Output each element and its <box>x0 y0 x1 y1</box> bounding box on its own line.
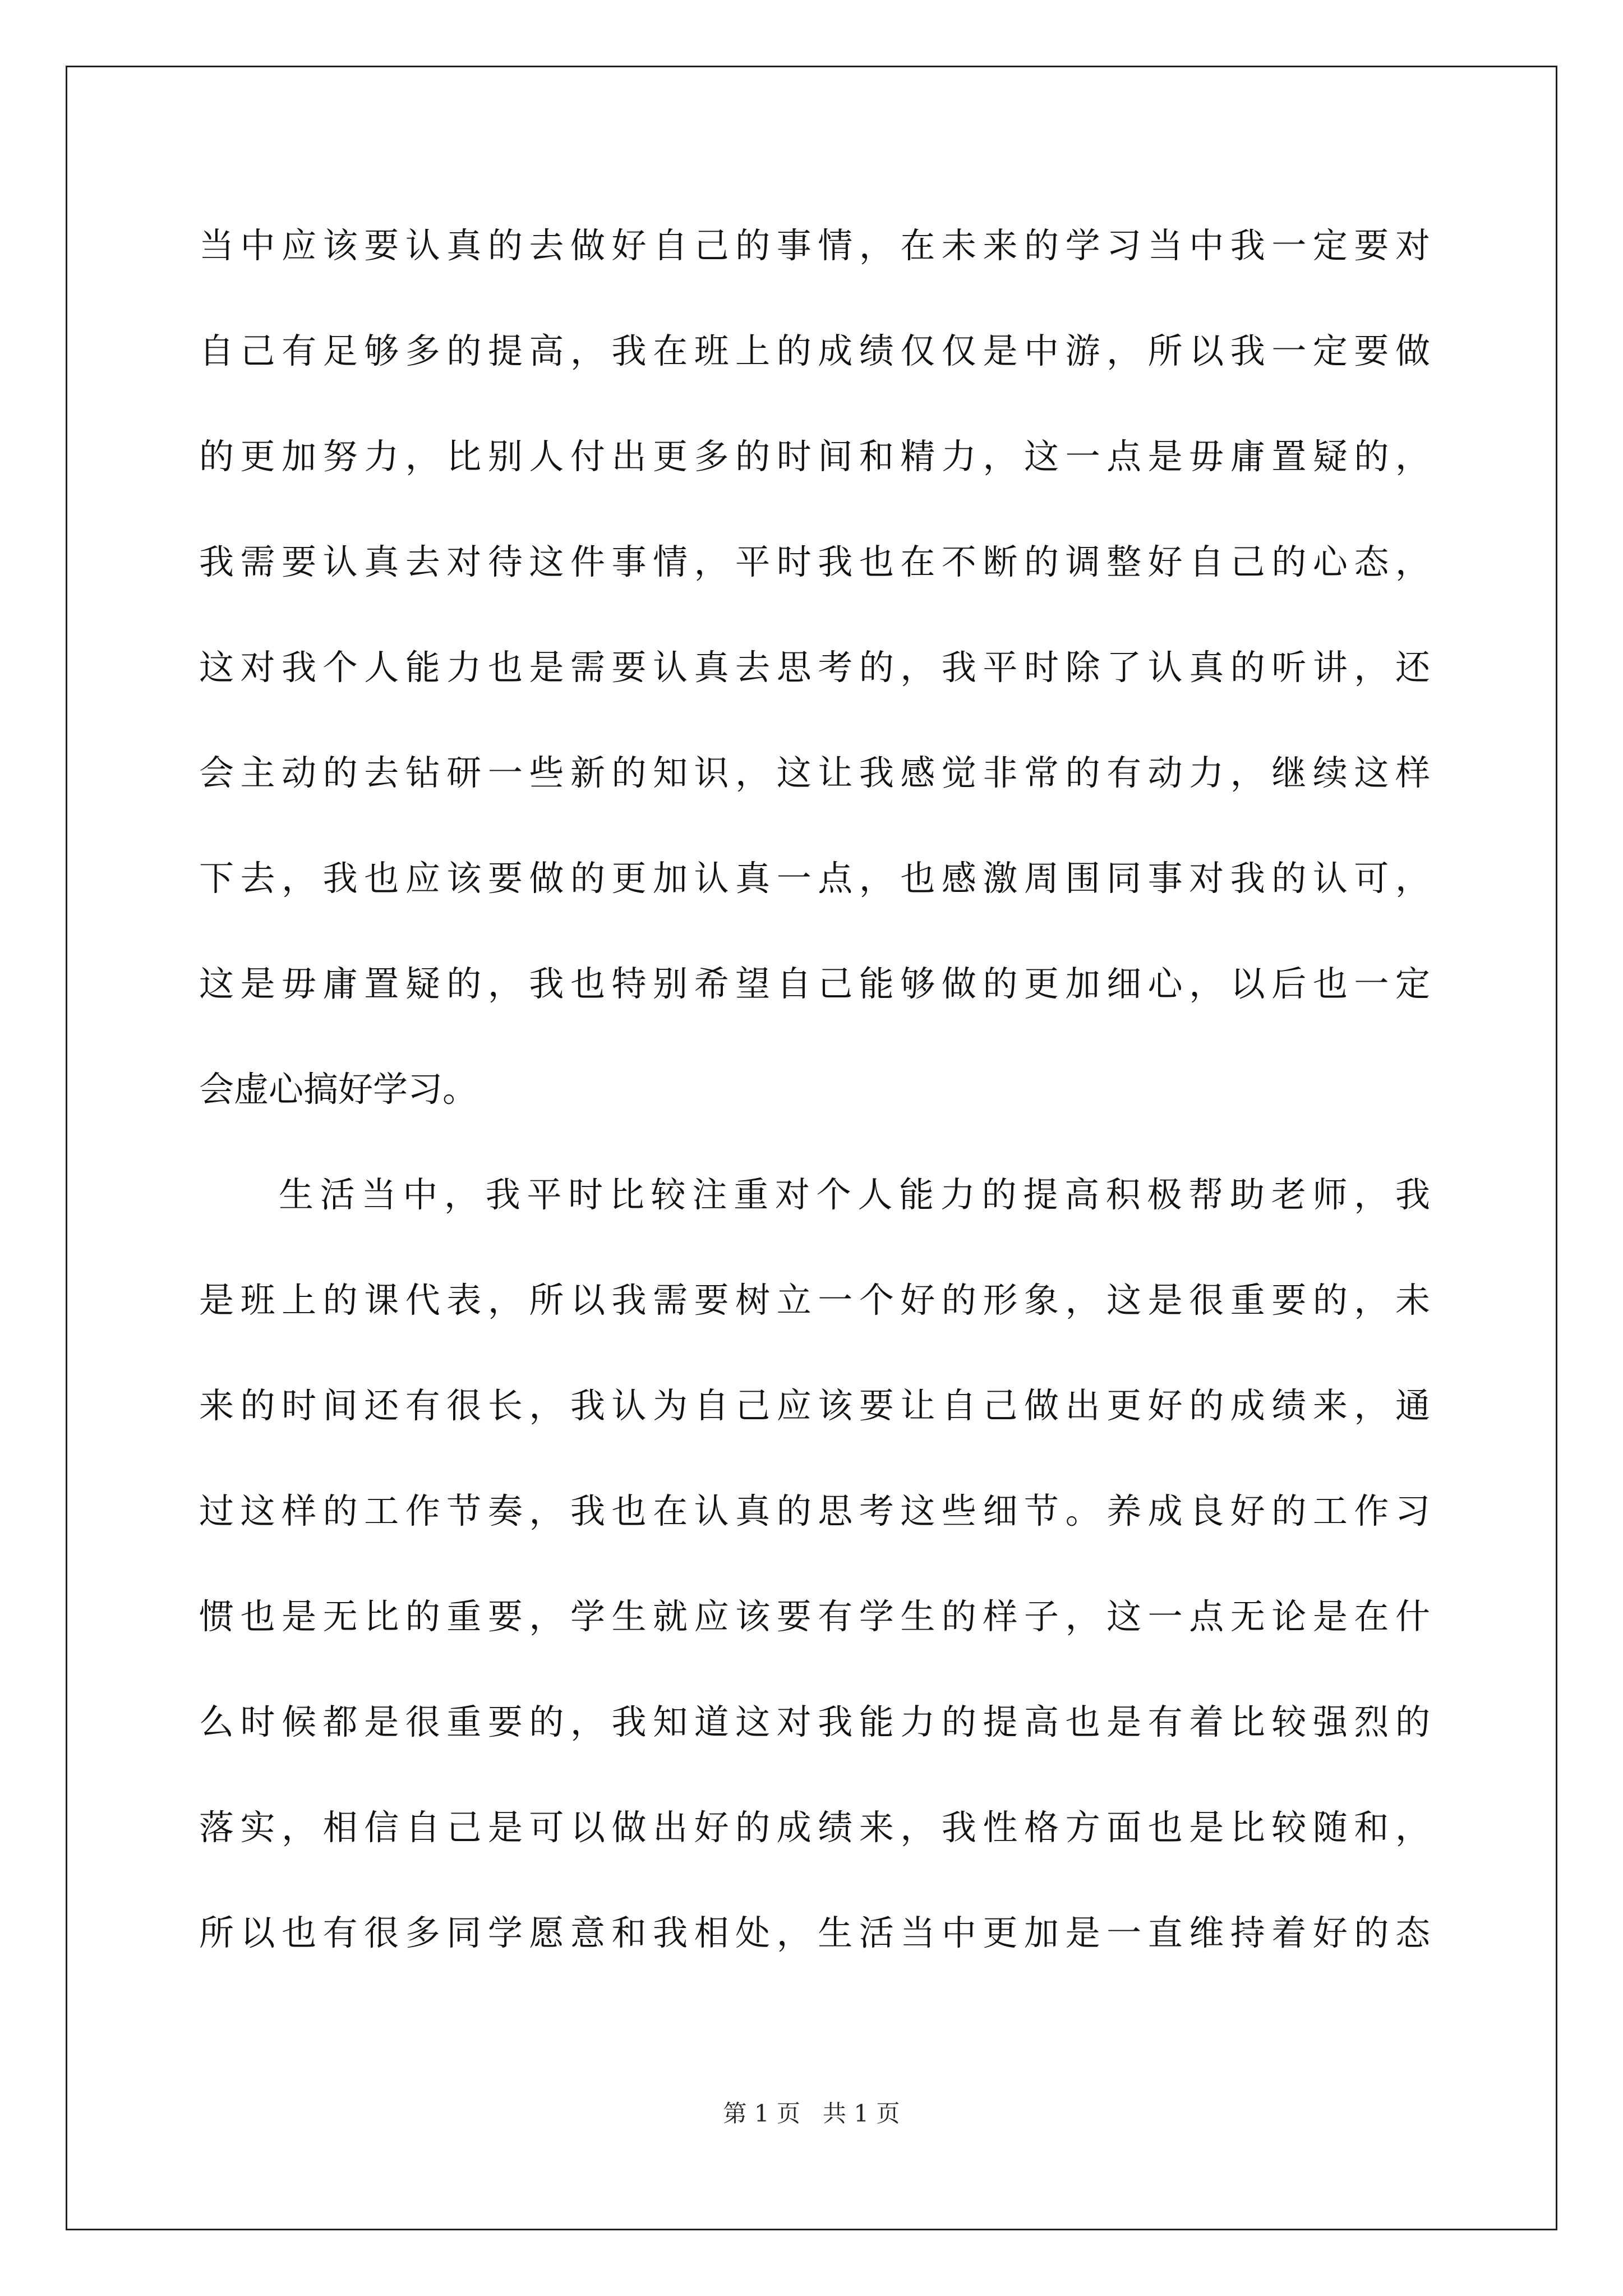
text-line: 惯也是无比的重要，学生就应该要有学生的样子，这一点无论是在什 <box>199 1596 1430 1637</box>
text-line: 是班上的课代表，所以我需要树立一个好的形象，这是很重要的，未 <box>199 1280 1430 1320</box>
text-line: 来的时间还有很长，我认为自己应该要让自己做出更好的成绩来，通 <box>199 1385 1430 1426</box>
text-line: 这是毋庸置疑的，我也特别希望自己能够做的更加细心，以后也一定 <box>199 963 1430 1004</box>
paragraph-first-line: 生活当中，我平时比较注重对个人能力的提高积极帮助老师，我 <box>279 1174 1430 1215</box>
page-border <box>66 66 1557 2230</box>
text-line: 么时候都是很重要的，我知道这对我能力的提高也是有着比较强烈的 <box>199 1701 1430 1742</box>
text-line: 我需要认真去对待这件事情，平时我也在不断的调整好自己的心态， <box>199 541 1430 582</box>
text-line: 所以也有很多同学愿意和我相处，生活当中更加是一直维持着好的态 <box>199 1912 1430 1953</box>
text-line: 自己有足够多的提高，我在班上的成绩仅仅是中游，所以我一定要做 <box>199 330 1430 371</box>
text-line: 当中应该要认真的去做好自己的事情，在未来的学习当中我一定要对 <box>199 225 1430 266</box>
page-number-footer: 第 1 页 共 1 页 <box>723 2100 900 2127</box>
text-line: 会主动的去钻研一些新的知识，这让我感觉非常的有动力，继续这样 <box>199 752 1430 793</box>
text-line: 会虚心搞好学习。 <box>199 1069 478 1110</box>
text-line: 这对我个人能力也是需要认真去思考的，我平时除了认真的听讲，还 <box>199 647 1430 688</box>
text-line: 的更加努力，比别人付出更多的时间和精力，这一点是毋庸置疑的， <box>199 436 1430 477</box>
text-line: 落实，相信自己是可以做出好的成绩来，我性格方面也是比较随和， <box>199 1807 1430 1848</box>
text-line: 下去，我也应该要做的更加认真一点，也感激周围同事对我的认可， <box>199 858 1430 899</box>
text-line: 过这样的工作节奏，我也在认真的思考这些细节。养成良好的工作习 <box>199 1490 1430 1531</box>
